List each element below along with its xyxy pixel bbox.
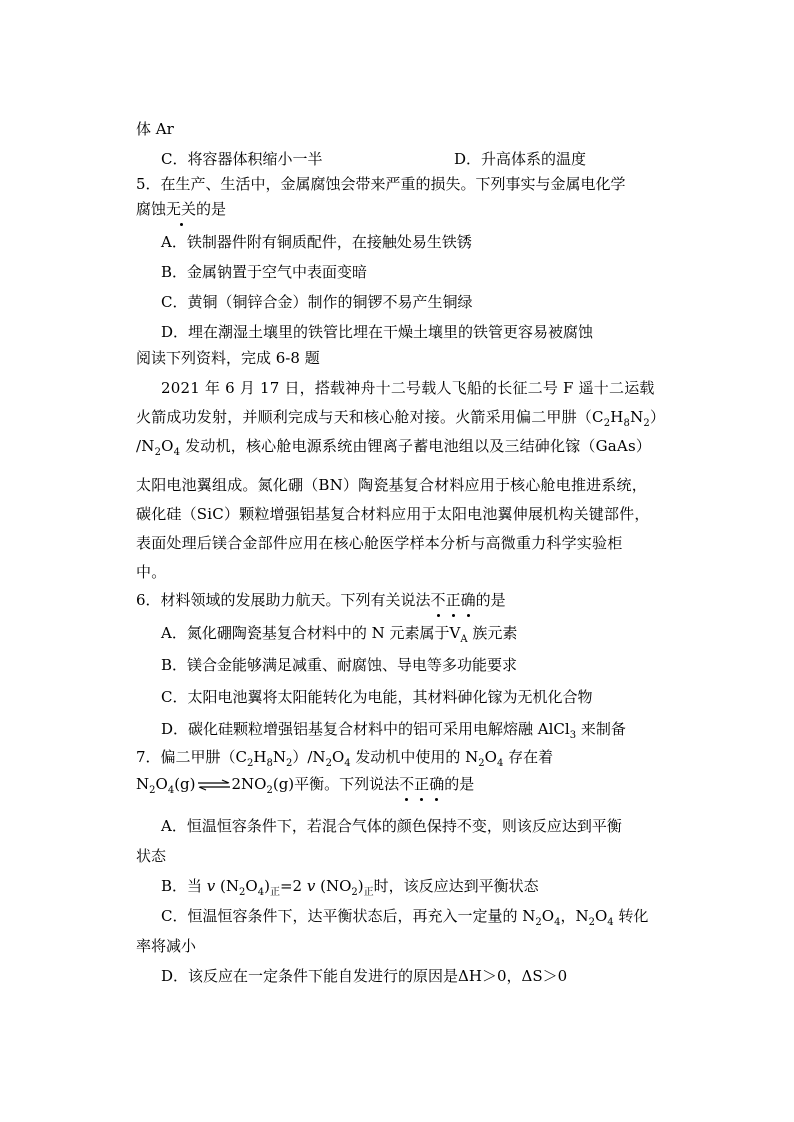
q6-option-d: D．碳化硅颗粒增强铝基复合材料中的铝可采用电解熔融 AlCl$_3$ 来制备 [161, 720, 626, 741]
q5-option-d: D．埋在潮湿土壤里的铁管比埋在干燥土壤里的铁管更容易被腐蚀 [161, 323, 594, 341]
q5-stem-line2: 腐蚀无关的是 [136, 200, 227, 218]
reading-instruction: 阅读下列资料，完成 6-8 题 [136, 349, 320, 367]
q7-stem-line1: 7．偏二甲肼$(C_2H_8N_2)/N_2O_4$ 发动机中使用的 $N_2O_4$ 存在着 [136, 748, 554, 769]
passage-line4: 太阳电池翼组成。氮化硼（BN）陶瓷基复合材料应用于核心舱电推进系统， [136, 476, 647, 494]
q4-option-d: D．升高体系的温度 [454, 150, 587, 168]
q7-option-c-line2: 率将减小 [136, 937, 197, 955]
q7-option-c-line1: C．恒温恒容条件下，达平衡状态后，再充入一定量的 $N_2O_4$，$N_2O_4$ 转化 [161, 907, 649, 928]
q5-stem-line1: 5．在生产、生活中，金属腐蚀会带来严重的损失。下列事实与金属电化学 [136, 175, 626, 193]
passage-line1: 2021 年 6 月 17 日，搭载神舟十二号载人飞船的长征二号 F 遥十二运载 [161, 379, 655, 397]
q5-option-a: A．铁制器件附有铜质配件，在接触处易生铁锈 [161, 233, 472, 251]
q4-option-c: C．将容器体积缩小一半 [161, 150, 323, 168]
q6-option-a: A．氮化硼陶瓷基复合材料中的 N 元素属于$Ⅴ_A$ 族元素 [161, 624, 518, 645]
q6-stem: 6．材料领域的发展助力航天。下列有关说法不正确的是 [136, 591, 506, 609]
passage-line6: 表面处理后镁合金部件应用在核心舱医学样本分析与高微重力科学实验柜 [136, 534, 623, 552]
equilibrium-arrow-icon [197, 779, 231, 791]
q7-option-d: D．该反应在一定条件下能自发进行的原因是ΔH＞0，ΔS＞0 [161, 967, 568, 985]
q7-option-b: B．当 v $(N_2O_4)_正=2$ v $(NO_2)_正$时，该反应达到平衡状态 [161, 877, 539, 898]
passage-line3: $/N_2O_4$ 发动机，核心舱电源系统由锂离子蓄电池组以及三结砷化镓（GaAs） [136, 437, 652, 458]
passage-line2: 火箭成功发射，并顺利完成与天和核心舱对接。火箭采用偏二甲肼$(C_2H_8N_2)$ [136, 408, 666, 429]
q6-option-c: C．太阳电池翼将太阳能转化为电能，其材料砷化镓为无机化合物 [161, 688, 593, 706]
q7-stem-line2: $N_2O_4(g)$ $2NO_2(g)$平衡。下列说法不正确的是 [136, 775, 475, 796]
q7-option-a-line1: A．恒温恒容条件下，若混合气体的颜色保持不变，则该反应达到平衡 [161, 817, 622, 835]
emphasis-char: 无关 [166, 200, 197, 218]
q4-continuation: 体 Ar [136, 120, 174, 138]
q5-option-b: B．金属钠置于空气中表面变暗 [161, 263, 368, 281]
passage-line7: 中。 [136, 563, 167, 581]
q5-option-c: C．黄铜（铜锌合金）制作的铜锣不易产生铜绿 [161, 293, 473, 311]
q7-option-a-line2: 状态 [136, 847, 167, 865]
q6-option-b: B．镁合金能够满足减重、耐腐蚀、导电等多功能要求 [161, 656, 518, 674]
passage-line5: 碳化硅（SiC）颗粒增强铝基复合材料应用于太阳电池翼伸展机构关键部件， [136, 505, 650, 523]
